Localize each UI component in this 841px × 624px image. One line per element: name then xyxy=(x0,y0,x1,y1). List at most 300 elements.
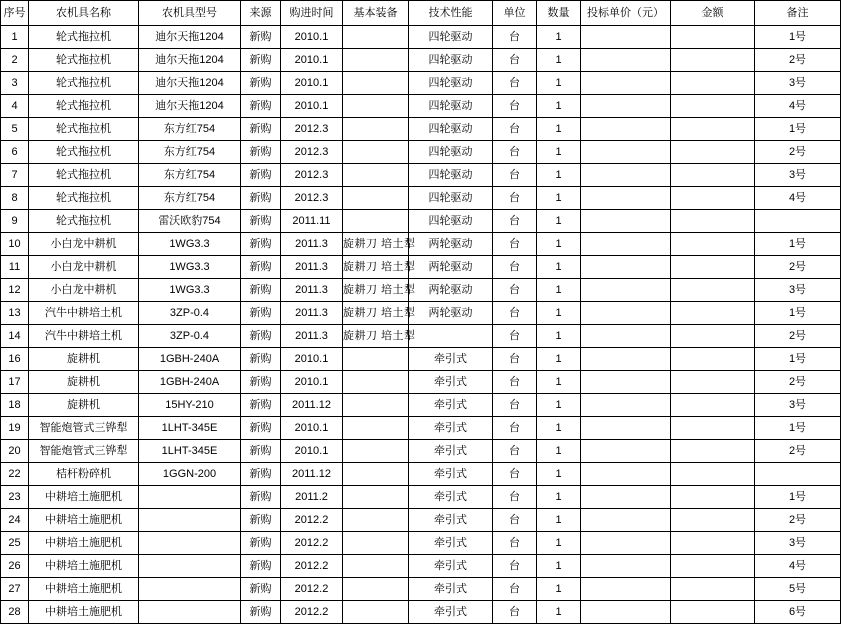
cell-performance: 两轮驱动 xyxy=(409,256,493,279)
cell-model: 1WG3.3 xyxy=(139,279,241,302)
cell-performance xyxy=(409,325,493,348)
cell-source: 新购 xyxy=(241,371,281,394)
cell-unit: 台 xyxy=(493,233,537,256)
column-header-model: 农机具型号 xyxy=(139,1,241,26)
cell-performance: 牵引式 xyxy=(409,578,493,601)
cell-basic-equipment xyxy=(343,210,409,233)
cell-quantity: 1 xyxy=(537,371,581,394)
cell-unit: 台 xyxy=(493,532,537,555)
cell-quantity: 1 xyxy=(537,26,581,49)
table-row xyxy=(1,325,841,348)
cell-unit-price xyxy=(581,256,671,279)
cell-amount xyxy=(671,233,755,256)
cell-quantity: 1 xyxy=(537,279,581,302)
cell-index: 18 xyxy=(1,394,29,417)
cell-purchase-date: 2010.1 xyxy=(281,348,343,371)
cell-source: 新购 xyxy=(241,417,281,440)
column-header-unit-price: 投标单价（元） xyxy=(581,1,671,26)
cell-basic-equipment xyxy=(343,394,409,417)
cell-model: 1LHT-345E xyxy=(139,440,241,463)
cell-unit-price xyxy=(581,233,671,256)
cell-source: 新购 xyxy=(241,532,281,555)
cell-unit-price xyxy=(581,601,671,624)
cell-model: 1WG3.3 xyxy=(139,233,241,256)
cell-purchase-date: 2010.1 xyxy=(281,440,343,463)
cell-index: 26 xyxy=(1,555,29,578)
cell-index: 2 xyxy=(1,49,29,72)
cell-amount xyxy=(671,325,755,348)
cell-index: 4 xyxy=(1,95,29,118)
cell-quantity: 1 xyxy=(537,256,581,279)
cell-unit: 台 xyxy=(493,555,537,578)
cell-remark: 5号 xyxy=(755,578,841,601)
cell-quantity: 1 xyxy=(537,463,581,486)
cell-amount xyxy=(671,555,755,578)
cell-name: 轮式拖拉机 xyxy=(29,164,139,187)
cell-remark: 4号 xyxy=(755,95,841,118)
cell-index: 24 xyxy=(1,509,29,532)
cell-unit: 台 xyxy=(493,256,537,279)
cell-unit-price xyxy=(581,555,671,578)
cell-amount xyxy=(671,72,755,95)
cell-index: 10 xyxy=(1,233,29,256)
cell-basic-equipment: 旋耕刀 培土犁 xyxy=(343,279,409,302)
cell-quantity: 1 xyxy=(537,578,581,601)
cell-remark: 2号 xyxy=(755,256,841,279)
cell-amount xyxy=(671,371,755,394)
cell-source: 新购 xyxy=(241,463,281,486)
cell-amount xyxy=(671,302,755,325)
cell-name: 智能炮管式三铧犁 xyxy=(29,417,139,440)
cell-performance: 牵引式 xyxy=(409,394,493,417)
cell-purchase-date: 2010.1 xyxy=(281,417,343,440)
cell-name: 旋耕机 xyxy=(29,348,139,371)
cell-remark: 2号 xyxy=(755,440,841,463)
cell-performance: 牵引式 xyxy=(409,532,493,555)
table-row xyxy=(1,164,841,187)
cell-model: 1GBH-240A xyxy=(139,371,241,394)
cell-model: 雷沃欧豹754 xyxy=(139,210,241,233)
cell-purchase-date: 2010.1 xyxy=(281,72,343,95)
cell-basic-equipment: 旋耕刀 培土犁 xyxy=(343,233,409,256)
cell-unit: 台 xyxy=(493,95,537,118)
cell-index: 16 xyxy=(1,348,29,371)
cell-remark: 2号 xyxy=(755,141,841,164)
cell-model: 东方红754 xyxy=(139,118,241,141)
cell-purchase-date: 2011.3 xyxy=(281,302,343,325)
cell-amount xyxy=(671,601,755,624)
cell-performance: 牵引式 xyxy=(409,371,493,394)
cell-remark: 1号 xyxy=(755,302,841,325)
cell-unit-price xyxy=(581,72,671,95)
cell-remark: 2号 xyxy=(755,325,841,348)
cell-remark: 1号 xyxy=(755,486,841,509)
cell-amount xyxy=(671,49,755,72)
cell-amount xyxy=(671,440,755,463)
table-row xyxy=(1,440,841,463)
cell-remark: 3号 xyxy=(755,72,841,95)
cell-unit-price xyxy=(581,95,671,118)
cell-index: 3 xyxy=(1,72,29,95)
cell-name: 汽牛中耕培土机 xyxy=(29,325,139,348)
cell-unit-price xyxy=(581,348,671,371)
cell-model: 迪尔天拖1204 xyxy=(139,95,241,118)
table-row xyxy=(1,72,841,95)
cell-purchase-date: 2011.11 xyxy=(281,210,343,233)
cell-unit-price xyxy=(581,210,671,233)
table-body xyxy=(1,26,841,624)
cell-name: 中耕培土施肥机 xyxy=(29,555,139,578)
cell-quantity: 1 xyxy=(537,440,581,463)
cell-index: 7 xyxy=(1,164,29,187)
cell-source: 新购 xyxy=(241,555,281,578)
cell-basic-equipment xyxy=(343,118,409,141)
cell-performance: 牵引式 xyxy=(409,555,493,578)
cell-name: 小白龙中耕机 xyxy=(29,279,139,302)
cell-name: 桔杆粉碎机 xyxy=(29,463,139,486)
cell-basic-equipment xyxy=(343,440,409,463)
cell-performance: 四轮驱动 xyxy=(409,210,493,233)
cell-purchase-date: 2011.2 xyxy=(281,486,343,509)
table-row xyxy=(1,394,841,417)
cell-index: 12 xyxy=(1,279,29,302)
cell-unit-price xyxy=(581,578,671,601)
cell-index: 14 xyxy=(1,325,29,348)
cell-index: 19 xyxy=(1,417,29,440)
cell-amount xyxy=(671,95,755,118)
cell-amount xyxy=(671,348,755,371)
cell-index: 11 xyxy=(1,256,29,279)
cell-model: 1GGN-200 xyxy=(139,463,241,486)
cell-unit: 台 xyxy=(493,325,537,348)
cell-index: 5 xyxy=(1,118,29,141)
cell-quantity: 1 xyxy=(537,210,581,233)
cell-unit-price xyxy=(581,463,671,486)
table-row xyxy=(1,187,841,210)
cell-unit: 台 xyxy=(493,26,537,49)
cell-quantity: 1 xyxy=(537,233,581,256)
column-header-performance: 技术性能 xyxy=(409,1,493,26)
cell-quantity: 1 xyxy=(537,486,581,509)
cell-unit: 台 xyxy=(493,348,537,371)
table-row xyxy=(1,601,841,624)
cell-index: 17 xyxy=(1,371,29,394)
cell-amount xyxy=(671,187,755,210)
cell-amount xyxy=(671,279,755,302)
cell-name: 轮式拖拉机 xyxy=(29,26,139,49)
cell-model: 3ZP-0.4 xyxy=(139,302,241,325)
cell-source: 新购 xyxy=(241,95,281,118)
cell-name: 旋耕机 xyxy=(29,371,139,394)
cell-name: 轮式拖拉机 xyxy=(29,118,139,141)
cell-basic-equipment xyxy=(343,348,409,371)
cell-remark: 3号 xyxy=(755,532,841,555)
cell-basic-equipment xyxy=(343,49,409,72)
cell-unit: 台 xyxy=(493,141,537,164)
cell-unit: 台 xyxy=(493,187,537,210)
cell-name: 轮式拖拉机 xyxy=(29,49,139,72)
cell-model: 东方红754 xyxy=(139,187,241,210)
table-row xyxy=(1,302,841,325)
cell-index: 20 xyxy=(1,440,29,463)
cell-index: 6 xyxy=(1,141,29,164)
cell-remark: 4号 xyxy=(755,187,841,210)
cell-purchase-date: 2010.1 xyxy=(281,371,343,394)
cell-basic-equipment xyxy=(343,578,409,601)
cell-quantity: 1 xyxy=(537,95,581,118)
cell-unit: 台 xyxy=(493,118,537,141)
cell-performance: 牵引式 xyxy=(409,440,493,463)
cell-unit: 台 xyxy=(493,371,537,394)
cell-basic-equipment xyxy=(343,141,409,164)
cell-basic-equipment xyxy=(343,95,409,118)
cell-purchase-date: 2012.2 xyxy=(281,509,343,532)
cell-unit-price xyxy=(581,325,671,348)
cell-source: 新购 xyxy=(241,601,281,624)
cell-unit: 台 xyxy=(493,279,537,302)
cell-unit-price xyxy=(581,371,671,394)
table-row xyxy=(1,95,841,118)
cell-name: 旋耕机 xyxy=(29,394,139,417)
cell-purchase-date: 2012.3 xyxy=(281,187,343,210)
cell-name: 轮式拖拉机 xyxy=(29,187,139,210)
cell-quantity: 1 xyxy=(537,601,581,624)
cell-quantity: 1 xyxy=(537,394,581,417)
table-row xyxy=(1,532,841,555)
cell-purchase-date: 2011.3 xyxy=(281,233,343,256)
cell-performance: 牵引式 xyxy=(409,509,493,532)
cell-unit: 台 xyxy=(493,486,537,509)
cell-source: 新购 xyxy=(241,210,281,233)
cell-index: 25 xyxy=(1,532,29,555)
cell-unit: 台 xyxy=(493,164,537,187)
cell-name: 中耕培土施肥机 xyxy=(29,578,139,601)
cell-amount xyxy=(671,26,755,49)
cell-name: 汽牛中耕培土机 xyxy=(29,302,139,325)
cell-unit-price xyxy=(581,440,671,463)
cell-quantity: 1 xyxy=(537,187,581,210)
cell-model: 东方红754 xyxy=(139,164,241,187)
cell-unit-price xyxy=(581,486,671,509)
cell-index: 28 xyxy=(1,601,29,624)
cell-source: 新购 xyxy=(241,256,281,279)
cell-amount xyxy=(671,578,755,601)
cell-amount xyxy=(671,141,755,164)
column-header-amount: 金额 xyxy=(671,1,755,26)
cell-remark: 3号 xyxy=(755,279,841,302)
cell-performance: 四轮驱动 xyxy=(409,26,493,49)
column-header-unit: 单位 xyxy=(493,1,537,26)
cell-remark: 3号 xyxy=(755,394,841,417)
cell-remark: 2号 xyxy=(755,509,841,532)
cell-unit-price xyxy=(581,49,671,72)
cell-remark xyxy=(755,210,841,233)
cell-source: 新购 xyxy=(241,486,281,509)
cell-name: 中耕培土施肥机 xyxy=(29,601,139,624)
table-row xyxy=(1,486,841,509)
cell-unit-price xyxy=(581,417,671,440)
cell-model: 1GBH-240A xyxy=(139,348,241,371)
cell-remark: 1号 xyxy=(755,348,841,371)
cell-remark: 4号 xyxy=(755,555,841,578)
cell-source: 新购 xyxy=(241,49,281,72)
cell-quantity: 1 xyxy=(537,348,581,371)
cell-unit-price xyxy=(581,26,671,49)
cell-amount xyxy=(671,118,755,141)
table-row xyxy=(1,555,841,578)
cell-model xyxy=(139,578,241,601)
cell-index: 13 xyxy=(1,302,29,325)
cell-index: 8 xyxy=(1,187,29,210)
cell-quantity: 1 xyxy=(537,555,581,578)
cell-source: 新购 xyxy=(241,302,281,325)
cell-model: 15HY-210 xyxy=(139,394,241,417)
cell-purchase-date: 2010.1 xyxy=(281,95,343,118)
cell-remark: 6号 xyxy=(755,601,841,624)
cell-unit: 台 xyxy=(493,72,537,95)
cell-unit: 台 xyxy=(493,509,537,532)
column-header-remark: 备注 xyxy=(755,1,841,26)
cell-unit: 台 xyxy=(493,601,537,624)
cell-purchase-date: 2012.3 xyxy=(281,164,343,187)
cell-basic-equipment xyxy=(343,463,409,486)
cell-remark: 2号 xyxy=(755,49,841,72)
cell-amount xyxy=(671,394,755,417)
cell-name: 轮式拖拉机 xyxy=(29,141,139,164)
cell-remark: 1号 xyxy=(755,233,841,256)
table-row xyxy=(1,118,841,141)
column-header-basic-equipment: 基本装备 xyxy=(343,1,409,26)
cell-performance: 四轮驱动 xyxy=(409,49,493,72)
cell-amount xyxy=(671,164,755,187)
cell-remark xyxy=(755,463,841,486)
cell-unit: 台 xyxy=(493,394,537,417)
cell-basic-equipment xyxy=(343,26,409,49)
table-row xyxy=(1,279,841,302)
table-row xyxy=(1,509,841,532)
cell-performance: 四轮驱动 xyxy=(409,187,493,210)
cell-basic-equipment xyxy=(343,555,409,578)
cell-quantity: 1 xyxy=(537,72,581,95)
cell-purchase-date: 2010.1 xyxy=(281,26,343,49)
cell-unit: 台 xyxy=(493,463,537,486)
table-row xyxy=(1,417,841,440)
cell-performance: 牵引式 xyxy=(409,348,493,371)
cell-performance: 两轮驱动 xyxy=(409,302,493,325)
cell-unit-price xyxy=(581,164,671,187)
cell-basic-equipment: 旋耕刀 培土犁 xyxy=(343,325,409,348)
cell-unit: 台 xyxy=(493,578,537,601)
cell-source: 新购 xyxy=(241,440,281,463)
cell-purchase-date: 2011.3 xyxy=(281,279,343,302)
cell-purchase-date: 2012.2 xyxy=(281,532,343,555)
cell-source: 新购 xyxy=(241,118,281,141)
cell-unit-price xyxy=(581,279,671,302)
cell-model: 迪尔天拖1204 xyxy=(139,49,241,72)
cell-unit-price xyxy=(581,302,671,325)
cell-performance: 四轮驱动 xyxy=(409,95,493,118)
cell-name: 轮式拖拉机 xyxy=(29,95,139,118)
cell-source: 新购 xyxy=(241,26,281,49)
cell-amount xyxy=(671,417,755,440)
cell-purchase-date: 2011.3 xyxy=(281,256,343,279)
cell-amount xyxy=(671,463,755,486)
cell-quantity: 1 xyxy=(537,141,581,164)
cell-index: 23 xyxy=(1,486,29,509)
cell-purchase-date: 2012.3 xyxy=(281,118,343,141)
cell-model: 3ZP-0.4 xyxy=(139,325,241,348)
column-header-purchase-date: 购进时间 xyxy=(281,1,343,26)
cell-performance: 两轮驱动 xyxy=(409,233,493,256)
cell-amount xyxy=(671,532,755,555)
cell-purchase-date: 2010.1 xyxy=(281,49,343,72)
cell-quantity: 1 xyxy=(537,118,581,141)
cell-performance: 牵引式 xyxy=(409,486,493,509)
cell-quantity: 1 xyxy=(537,325,581,348)
cell-remark: 1号 xyxy=(755,118,841,141)
cell-purchase-date: 2012.2 xyxy=(281,578,343,601)
cell-quantity: 1 xyxy=(537,532,581,555)
cell-unit: 台 xyxy=(493,417,537,440)
cell-model: 东方红754 xyxy=(139,141,241,164)
cell-unit: 台 xyxy=(493,210,537,233)
cell-unit-price xyxy=(581,118,671,141)
cell-name: 轮式拖拉机 xyxy=(29,72,139,95)
cell-unit: 台 xyxy=(493,49,537,72)
cell-source: 新购 xyxy=(241,72,281,95)
cell-source: 新购 xyxy=(241,233,281,256)
cell-source: 新购 xyxy=(241,141,281,164)
cell-performance: 四轮驱动 xyxy=(409,118,493,141)
cell-purchase-date: 2012.3 xyxy=(281,141,343,164)
cell-performance: 牵引式 xyxy=(409,463,493,486)
cell-basic-equipment xyxy=(343,486,409,509)
cell-model: 1LHT-345E xyxy=(139,417,241,440)
cell-source: 新购 xyxy=(241,578,281,601)
table-row xyxy=(1,371,841,394)
cell-amount xyxy=(671,210,755,233)
cell-name: 智能炮管式三铧犁 xyxy=(29,440,139,463)
cell-source: 新购 xyxy=(241,325,281,348)
table-row xyxy=(1,210,841,233)
table-row xyxy=(1,233,841,256)
cell-basic-equipment xyxy=(343,72,409,95)
cell-remark: 1号 xyxy=(755,417,841,440)
cell-model: 1WG3.3 xyxy=(139,256,241,279)
column-header-quantity: 数量 xyxy=(537,1,581,26)
cell-name: 中耕培土施肥机 xyxy=(29,509,139,532)
cell-unit-price xyxy=(581,532,671,555)
cell-basic-equipment xyxy=(343,532,409,555)
cell-name: 中耕培土施肥机 xyxy=(29,532,139,555)
table-header-row xyxy=(1,1,841,26)
cell-basic-equipment xyxy=(343,509,409,532)
cell-basic-equipment xyxy=(343,417,409,440)
cell-source: 新购 xyxy=(241,279,281,302)
cell-remark: 1号 xyxy=(755,26,841,49)
cell-remark: 2号 xyxy=(755,371,841,394)
cell-source: 新购 xyxy=(241,509,281,532)
cell-source: 新购 xyxy=(241,348,281,371)
cell-quantity: 1 xyxy=(537,417,581,440)
cell-amount xyxy=(671,509,755,532)
cell-name: 小白龙中耕机 xyxy=(29,256,139,279)
column-header-name: 农机具名称 xyxy=(29,1,139,26)
cell-model xyxy=(139,532,241,555)
cell-performance: 四轮驱动 xyxy=(409,72,493,95)
cell-name: 小白龙中耕机 xyxy=(29,233,139,256)
table-row xyxy=(1,49,841,72)
